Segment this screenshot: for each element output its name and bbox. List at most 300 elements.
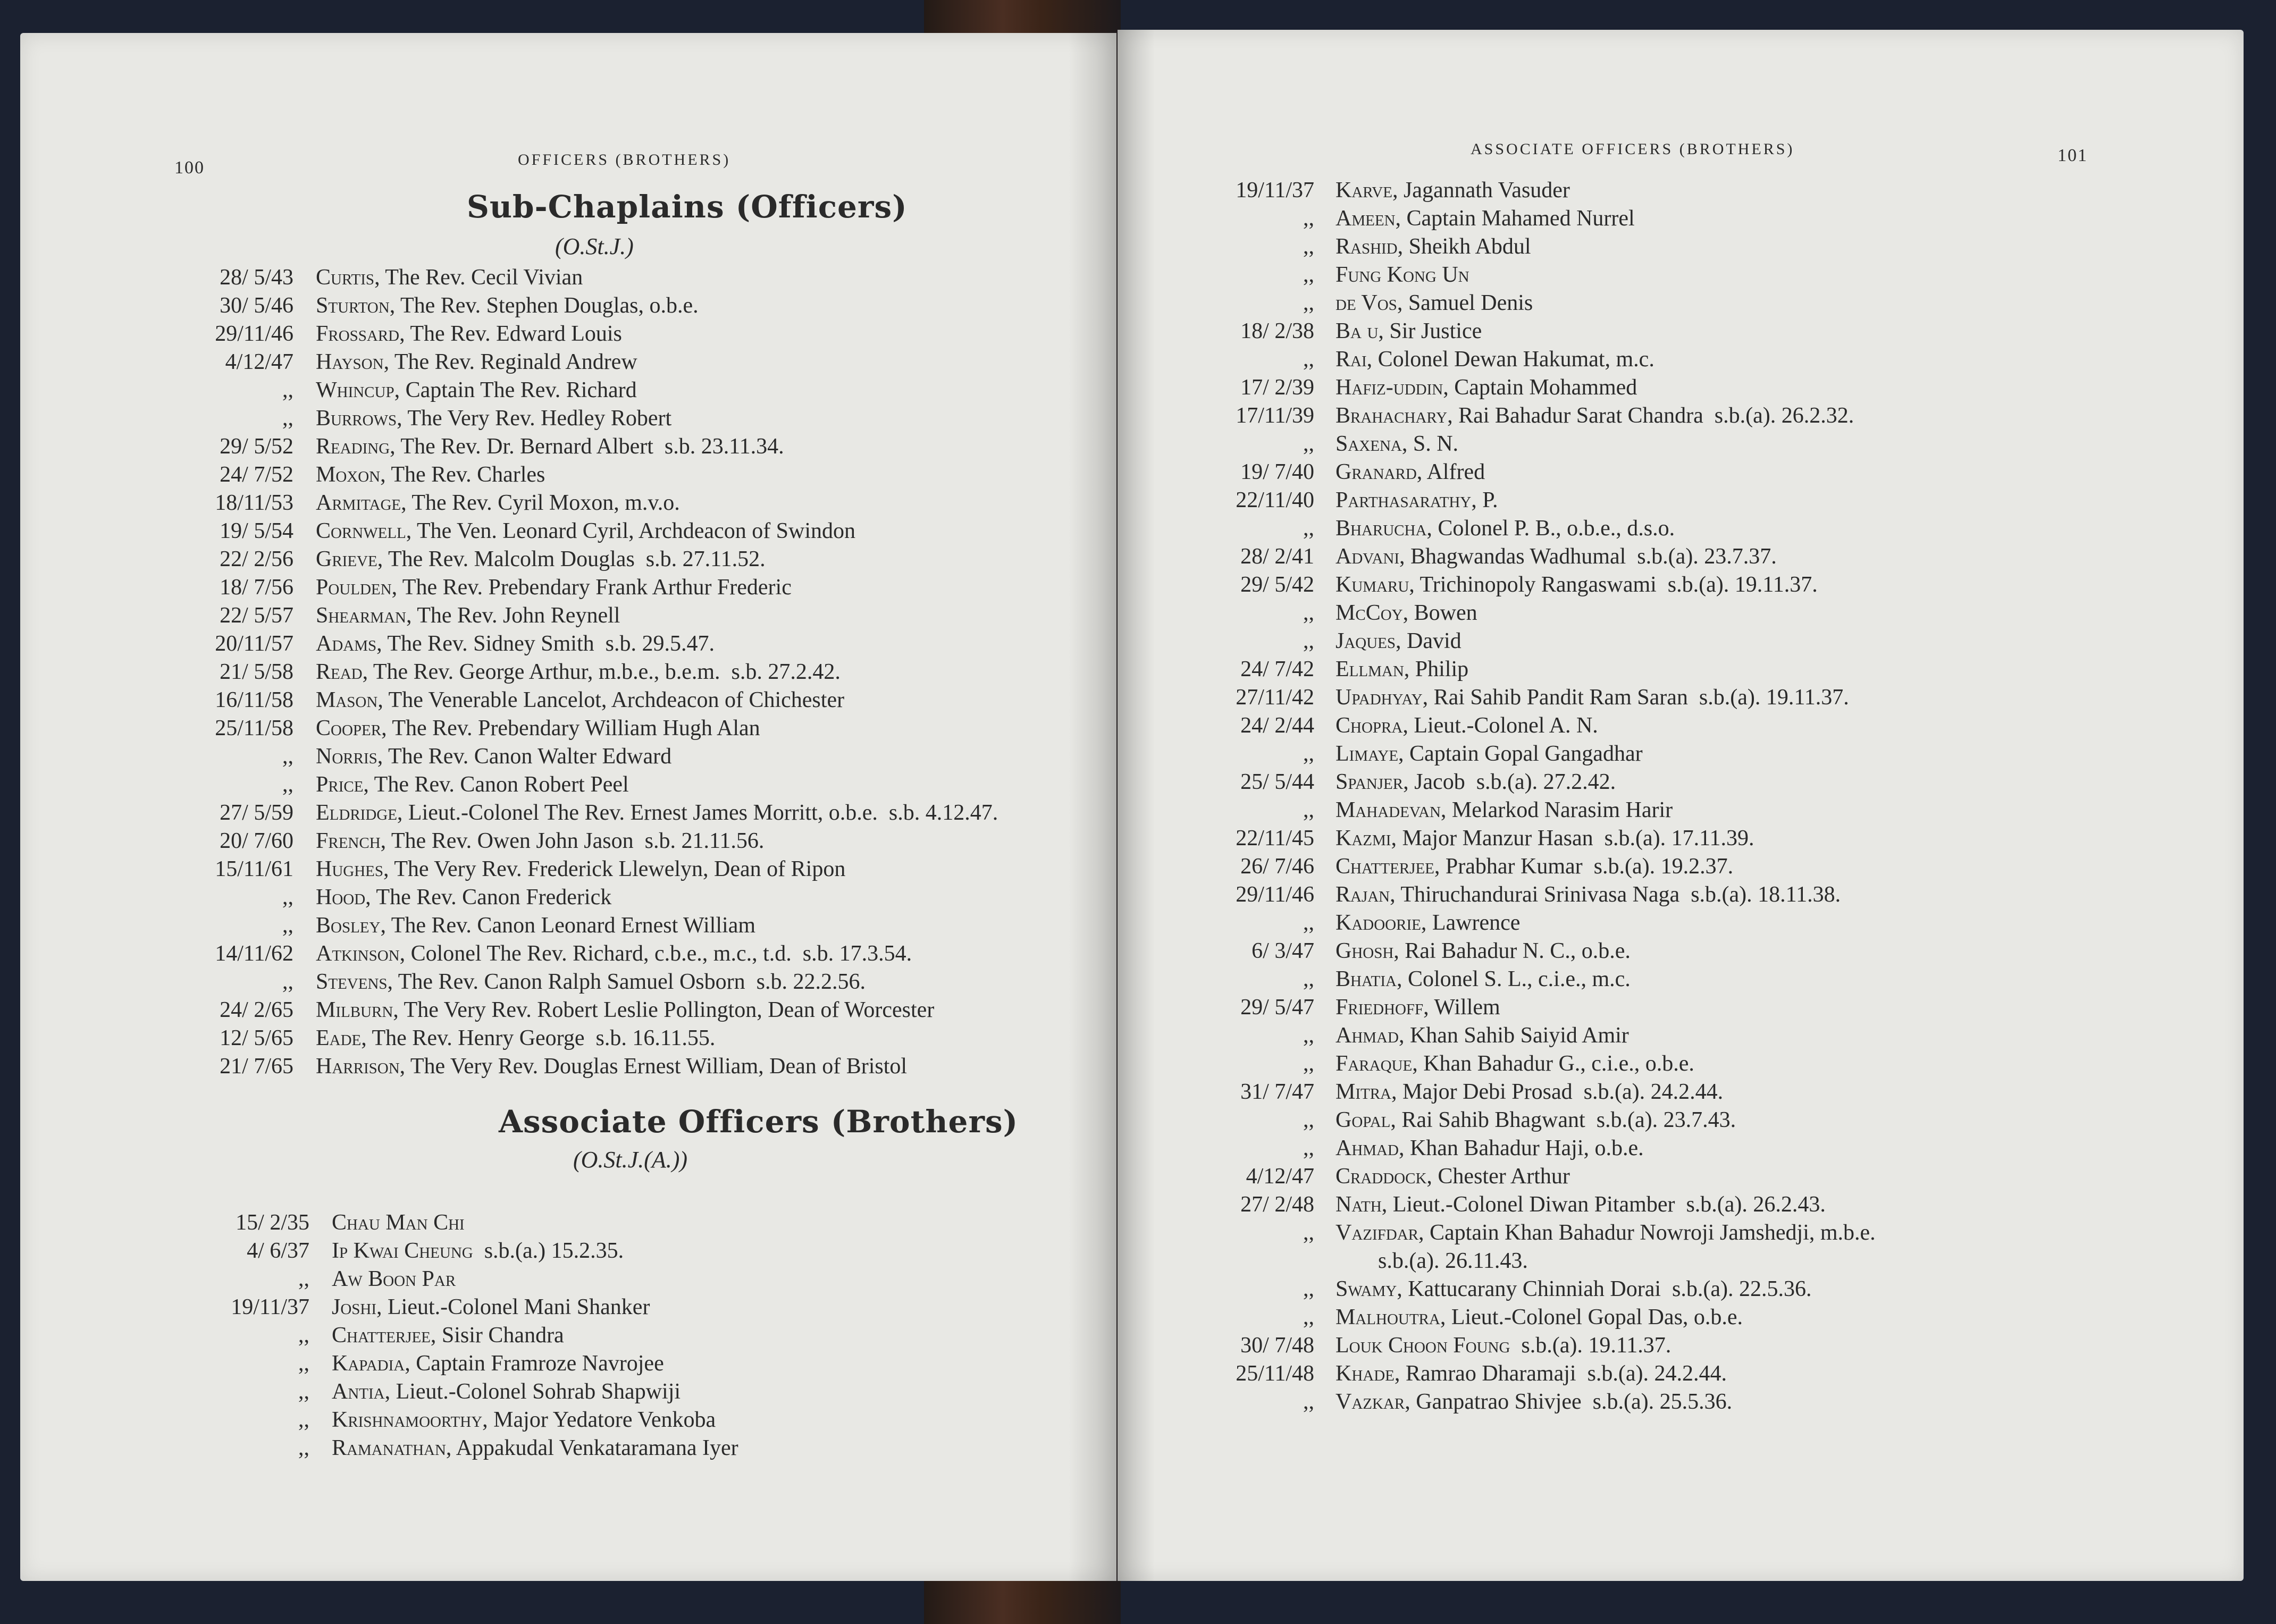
member-surname: Ip Kwai Cheung	[332, 1239, 473, 1263]
admission-date: 21/ 5/58	[220, 660, 293, 684]
member-surname: Mahadevan	[1336, 798, 1441, 822]
member-surname: Hafiz-uddin	[1336, 375, 1443, 400]
member-surname: Poulden	[316, 575, 392, 600]
admission-date: ,,	[298, 1436, 309, 1460]
member-surname: Chau Man Chi	[332, 1210, 465, 1235]
list-item	[161, 376, 1112, 405]
member-entry	[1336, 430, 1458, 458]
member-surname: Atkinson	[316, 941, 400, 966]
member-surname: Ellman	[1336, 657, 1404, 681]
list-item	[1181, 1360, 2234, 1388]
member-surname: Hayson	[316, 350, 384, 374]
admission-date: 30/ 5/46	[220, 293, 293, 318]
list-item	[1181, 1078, 2234, 1106]
member-surname: Eade	[316, 1026, 362, 1050]
list-item	[161, 771, 1112, 799]
member-entry	[1336, 824, 1754, 853]
admission-date: 28/ 2/41	[1240, 544, 1314, 569]
admission-date: 29/11/46	[1236, 882, 1314, 907]
admission-date: ,,	[282, 913, 293, 938]
member-surname: Vazifdar	[1336, 1221, 1419, 1245]
admission-date: ,,	[298, 1323, 309, 1348]
member-surname: Limaye	[1336, 742, 1399, 766]
member-details: , Lieut.-Colonel Sohrab Shapwiji	[384, 1379, 681, 1404]
admission-date: 26/ 7/46	[1240, 854, 1314, 879]
list-item	[161, 264, 1112, 292]
member-details: s.b.(a). 19.11.37.	[1510, 1333, 1672, 1358]
member-details: , The Venerable Lancelot, Archdeacon of Chichester	[377, 688, 845, 712]
member-details: , Rai Sahib Bhagwant s.b.(a). 23.7.43.	[1390, 1108, 1736, 1132]
list-item	[1181, 599, 2234, 627]
admission-date: ,,	[282, 970, 293, 994]
member-surname: Chatterjee	[332, 1323, 431, 1348]
member-surname: Bosley	[316, 913, 381, 938]
list-item	[161, 1024, 1112, 1053]
section-title-sub-chaplains: Sub-Chaplains (Officers)	[467, 189, 908, 225]
member-surname: Rashid	[1336, 234, 1398, 259]
admission-date: ,,	[1303, 1051, 1314, 1076]
member-surname: Karve	[1336, 178, 1392, 203]
member-details: , Colonel P. B., o.b.e., d.s.o.	[1426, 516, 1675, 541]
member-details: , The Very Rev. Hedley Robert	[397, 406, 672, 431]
list-item	[1181, 937, 2234, 965]
member-details: , Trichinopoly Rangaswami s.b.(a). 19.11.37.	[1409, 573, 1818, 597]
member-surname: Krishnamoorthy	[332, 1408, 483, 1432]
list-item	[1181, 317, 2234, 346]
member-entry	[1336, 486, 1498, 515]
list-item	[161, 940, 1112, 968]
member-surname: Craddock	[1336, 1164, 1427, 1189]
member-surname: Joshi	[332, 1295, 377, 1319]
admission-date: ,,	[1303, 432, 1314, 456]
member-entry	[316, 1024, 715, 1053]
member-entry	[316, 912, 755, 940]
member-details: , Captain Mahamed Nurrel	[1395, 206, 1635, 231]
member-surname: Mitra	[1336, 1080, 1392, 1104]
admission-date: 19/11/37	[231, 1295, 309, 1319]
member-entry	[1336, 205, 1635, 233]
member-entry	[332, 1406, 716, 1434]
admission-date: 27/11/42	[1236, 685, 1314, 710]
member-surname: Rajan	[1336, 882, 1390, 907]
admission-date: 30/ 7/48	[1240, 1333, 1314, 1358]
member-surname: Mason	[316, 688, 378, 712]
admission-date: ,,	[1303, 1108, 1314, 1132]
admission-date: ,,	[1303, 234, 1314, 259]
member-details: , The Very Rev. Douglas Ernest William, Dean of Bristol	[399, 1054, 908, 1079]
member-surname: Louk Choon Foung	[1336, 1333, 1510, 1358]
member-entry	[316, 658, 841, 686]
list-item	[177, 1434, 1112, 1462]
member-details: , The Rev. Malcolm Douglas s.b. 27.11.52.	[377, 547, 766, 571]
admission-date: ,,	[1303, 516, 1314, 541]
list-item	[1181, 430, 2234, 458]
list-item	[1181, 176, 2234, 205]
member-entry	[316, 405, 671, 433]
list-item	[1181, 1050, 2234, 1078]
member-details: , The Rev. John Reynell	[406, 603, 620, 628]
member-entry	[332, 1209, 465, 1237]
admission-date: ,,	[1303, 798, 1314, 822]
member-entry	[1336, 1275, 1812, 1303]
list-item	[1181, 655, 2234, 684]
member-details: , Rai Bahadur N. C., o.b.e.	[1393, 939, 1631, 963]
list-item	[1181, 740, 2234, 768]
member-details: , Willem	[1423, 995, 1500, 1020]
list-item	[161, 320, 1112, 348]
list-item	[1181, 515, 2234, 543]
member-entry	[1336, 543, 1777, 571]
admission-date: 20/ 7/60	[220, 829, 293, 853]
list-item	[177, 1406, 1112, 1434]
list-item	[177, 1322, 1112, 1350]
member-entry	[1336, 937, 1631, 965]
member-surname: Aw Boon Par	[332, 1267, 456, 1291]
member-details: , Lieut.-Colonel The Rev. Ernest James Morritt, o.b.e. s.b. 4.12.47.	[397, 801, 998, 825]
member-entry	[316, 320, 622, 348]
section-subtitle-sub-chaplains: (O.St.J.)	[555, 233, 634, 259]
member-details: , The Rev. Canon Ralph Samuel Osborn s.b. 22.2.56.	[387, 970, 866, 994]
admission-date: 29/11/46	[215, 322, 293, 346]
member-surname: Rai	[1336, 347, 1367, 372]
member-details: , Jagannath Vasuder	[1392, 178, 1570, 203]
member-surname: Burrows	[316, 406, 397, 431]
member-surname: Vazkar	[1336, 1390, 1405, 1414]
admission-date: 22/11/40	[1236, 488, 1314, 512]
list-item	[1181, 571, 2234, 599]
list-item	[161, 405, 1112, 433]
member-entry	[332, 1322, 564, 1350]
admission-date: 22/ 5/57	[220, 603, 293, 628]
member-details: , Ramrao Dharamaji s.b.(a). 24.2.44.	[1394, 1361, 1727, 1386]
list-item	[161, 630, 1112, 658]
list-item	[1181, 881, 2234, 909]
admission-date: ,,	[282, 885, 293, 910]
list-item	[1181, 965, 2234, 994]
member-details: , Sheikh Abdul	[1397, 234, 1531, 259]
member-details: , Captain Framroze Navrojee	[405, 1351, 664, 1376]
member-details: , The Rev. Cyril Moxon, m.v.o.	[401, 491, 680, 515]
member-surname: Upadhyay	[1336, 685, 1423, 710]
member-surname: Jaques	[1336, 629, 1396, 653]
member-entry	[316, 545, 766, 574]
member-details: s.b.(a.) 15.2.35.	[473, 1239, 624, 1263]
list-item	[1181, 1022, 2234, 1050]
admission-date: 18/11/53	[215, 491, 293, 515]
member-entry	[1336, 1163, 1570, 1191]
member-details: , The Rev. Edward Louis	[399, 322, 622, 346]
admission-date: ,,	[1303, 1023, 1314, 1048]
member-surname: Spanjer	[1336, 770, 1404, 794]
member-surname: Read	[316, 660, 363, 684]
member-entry	[316, 348, 637, 376]
admission-date: 29/ 5/47	[1240, 995, 1314, 1020]
list-item	[161, 968, 1112, 996]
admission-date: ,,	[1303, 1136, 1314, 1160]
member-surname: Friedhoff	[1336, 995, 1424, 1020]
member-entry	[332, 1434, 738, 1462]
member-surname: Curtis	[316, 265, 375, 290]
member-entry	[1336, 1388, 1732, 1416]
list-item	[161, 517, 1112, 545]
admission-date: ,,	[282, 378, 293, 402]
list-item	[1181, 796, 2234, 824]
member-details: , Bowen	[1402, 601, 1477, 625]
member-entry	[1336, 712, 1598, 740]
list-item	[177, 1378, 1112, 1406]
member-details: , The Rev. Prebendary William Hugh Alan	[381, 716, 760, 741]
admission-date: ,,	[1303, 601, 1314, 625]
list-item	[1181, 346, 2234, 374]
member-entry	[316, 686, 844, 714]
admission-date: ,,	[1303, 206, 1314, 231]
list-item	[161, 996, 1112, 1024]
member-entry	[332, 1265, 456, 1293]
member-surname: Stevens	[316, 970, 388, 994]
admission-date: ,,	[1303, 291, 1314, 315]
member-entry	[1336, 965, 1631, 994]
member-surname: Shearman	[316, 603, 406, 628]
member-entry	[1336, 909, 1520, 937]
admission-date: ,,	[1303, 1221, 1314, 1245]
member-details: , Alfred	[1416, 460, 1485, 484]
member-entry	[1336, 289, 1533, 317]
member-surname: Bhatia	[1336, 967, 1397, 991]
list-item	[1181, 233, 2234, 261]
member-details: , Prabhar Kumar s.b.(a). 19.2.37.	[1434, 854, 1734, 879]
member-surname: Kadoorie	[1336, 911, 1421, 935]
member-surname: Malhoutra	[1336, 1305, 1440, 1330]
member-details: , Captain The Rev. Richard	[394, 378, 637, 402]
member-entry	[316, 940, 912, 968]
member-surname: Hughes	[316, 857, 384, 881]
member-surname: Ahmad	[1336, 1023, 1399, 1048]
member-entry	[1336, 881, 1841, 909]
member-details: , The Rev. Charles	[380, 462, 545, 487]
list-item	[177, 1350, 1112, 1378]
admission-date: 22/ 2/56	[220, 547, 293, 571]
member-details: , The Rev. Henry George s.b. 16.11.55.	[361, 1026, 716, 1050]
member-surname: Chatterjee	[1336, 854, 1434, 879]
member-details: , Rai Bahadur Sarat Chandra s.b.(a). 26.2.32.	[1447, 403, 1854, 428]
member-surname: Frossard	[316, 322, 400, 346]
list-item	[161, 658, 1112, 686]
admission-date: 25/11/48	[1236, 1361, 1314, 1386]
admission-date: 27/ 5/59	[220, 801, 293, 825]
member-details: , Sir Justice	[1378, 319, 1482, 343]
list-item	[161, 799, 1112, 827]
member-entry	[316, 264, 583, 292]
member-entry	[1336, 261, 1469, 289]
member-entry	[316, 827, 764, 855]
admission-date: 12/ 5/65	[220, 1026, 293, 1050]
member-entry	[316, 574, 792, 602]
admission-date: ,,	[1303, 911, 1314, 935]
member-details: , Captain Khan Bahadur Nowroji Jamshedji, m.b.e.	[1418, 1221, 1876, 1245]
member-details: , David	[1396, 629, 1462, 653]
member-details: , Colonel S. L., c.i.e., m.c.	[1397, 967, 1631, 991]
admission-date: 4/12/47	[225, 350, 293, 374]
list-item	[177, 1209, 1112, 1237]
member-details: , Samuel Denis	[1397, 291, 1533, 315]
member-entry	[1336, 1022, 1629, 1050]
admission-date: 18/ 7/56	[220, 575, 293, 600]
member-entry	[316, 996, 934, 1024]
member-entry	[1336, 1134, 1644, 1163]
admission-date: ,,	[1303, 347, 1314, 372]
member-entry	[316, 376, 637, 405]
list-item	[161, 883, 1112, 912]
list-item	[161, 602, 1112, 630]
admission-date: 19/ 7/40	[1240, 460, 1314, 484]
list-item	[1181, 1332, 2234, 1360]
member-surname: Fung Kong Un	[1336, 263, 1469, 287]
member-details: , Thiruchandurai Srinivasa Naga s.b.(a). 18.11.38.	[1390, 882, 1841, 907]
member-entry	[316, 602, 620, 630]
list-item	[161, 827, 1112, 855]
left-page	[20, 33, 1116, 1581]
member-surname: Ameen	[1336, 206, 1396, 231]
member-entry	[1336, 317, 1482, 346]
member-surname: Whincup	[316, 378, 394, 402]
gutter-shadow	[1118, 30, 1155, 1581]
member-surname: Ghosh	[1336, 939, 1394, 963]
member-surname: Norris	[316, 744, 377, 769]
member-details: , The Rev. Canon Walter Edward	[377, 744, 672, 769]
admission-date: 18/ 2/38	[1240, 319, 1314, 343]
member-entry	[1336, 402, 1854, 430]
member-surname: Khade	[1336, 1361, 1395, 1386]
list-item	[1181, 994, 2234, 1022]
member-surname: Saxena	[1336, 432, 1402, 456]
member-surname: Kumaru	[1336, 573, 1409, 597]
list-item	[1181, 824, 2234, 853]
admission-date: 24/ 7/52	[220, 462, 293, 487]
member-entry	[316, 743, 671, 771]
list-item	[1181, 289, 2234, 317]
member-surname: Armitage	[316, 491, 401, 515]
admission-date: 28/ 5/43	[220, 265, 293, 290]
member-details: , Colonel Dewan Hakumat, m.c.	[1366, 347, 1654, 372]
list-item	[1181, 458, 2234, 486]
member-details: , The Rev. Sidney Smith s.b. 29.5.47.	[376, 632, 715, 656]
member-entry	[316, 799, 998, 827]
member-entry	[1336, 655, 1468, 684]
member-details: , Kattucarany Chinniah Dorai s.b.(a). 22.5.36.	[1397, 1277, 1812, 1301]
admission-date: 24/ 7/42	[1240, 657, 1314, 681]
member-details: , The Rev. Dr. Bernard Albert s.b. 23.11.34.	[390, 434, 784, 459]
admission-date: 29/ 5/42	[1240, 573, 1314, 597]
list-item	[1181, 486, 2234, 515]
member-entry	[1336, 1050, 1694, 1078]
member-surname: Moxon	[316, 462, 381, 487]
list-item	[161, 1053, 1112, 1081]
member-details: , The Rev. Canon Frederick	[365, 885, 612, 910]
admission-date: 15/11/61	[215, 857, 293, 881]
member-surname: Price	[316, 772, 364, 797]
member-entry	[332, 1378, 681, 1406]
list-item	[1181, 853, 2234, 881]
member-entry	[316, 461, 545, 489]
admission-date: 24/ 2/65	[220, 998, 293, 1022]
list-item	[1181, 684, 2234, 712]
admission-date: ,,	[298, 1379, 309, 1404]
member-entry	[1336, 684, 1849, 712]
member-details: , Appakudal Venkataramana Iyer	[446, 1436, 738, 1460]
list-item	[161, 461, 1112, 489]
member-entry	[332, 1350, 664, 1378]
member-details: , The Rev. Prebendary Frank Arthur Frederic	[391, 575, 792, 600]
member-entry	[316, 517, 855, 545]
member-surname: Eldridge	[316, 801, 397, 825]
member-surname: Milburn	[316, 998, 393, 1022]
admission-date: 17/11/39	[1236, 403, 1314, 428]
member-details: , Lieut.-Colonel Mani Shanker	[376, 1295, 650, 1319]
admission-date: ,,	[1303, 1305, 1314, 1330]
member-entry	[316, 855, 845, 883]
member-entry	[1336, 1332, 1671, 1360]
member-surname: Parthasarathy	[1336, 488, 1472, 512]
admission-date: 22/11/45	[1236, 826, 1314, 851]
member-details: , Jacob s.b.(a). 27.2.42.	[1403, 770, 1616, 794]
member-surname: Brahachary	[1336, 403, 1448, 428]
member-surname: Reading	[316, 434, 390, 459]
member-surname: Ramanathan	[332, 1436, 446, 1460]
member-entry	[332, 1293, 650, 1322]
member-entry	[1336, 571, 1818, 599]
member-details: , Sisir Chandra	[430, 1323, 564, 1348]
admission-date: 27/ 2/48	[1240, 1192, 1314, 1217]
list-item	[1181, 1134, 2234, 1163]
member-entry	[1336, 1191, 1826, 1219]
admission-date: ,,	[298, 1267, 309, 1291]
member-surname: Advani	[1336, 544, 1400, 569]
admission-date: ,,	[298, 1408, 309, 1432]
member-entry	[1336, 1303, 1743, 1332]
member-details: , Major Yedatore Venkoba	[482, 1408, 716, 1432]
admission-date: 19/ 5/54	[220, 519, 293, 543]
running-head: ASSOCIATE OFFICERS (BROTHERS)	[1471, 140, 1795, 158]
member-details: , The Rev. Cecil Vivian	[374, 265, 583, 290]
member-entry	[1336, 1078, 1723, 1106]
member-details: , The Rev. Reginald Andrew	[383, 350, 637, 374]
list-item	[161, 489, 1112, 517]
member-surname: Bharucha	[1336, 516, 1427, 541]
sub-chaplains-list	[161, 264, 1112, 1081]
member-details: , Khan Bahadur Haji, o.b.e.	[1398, 1136, 1644, 1160]
member-details: , The Rev. Owen John Jason s.b. 21.11.56.	[380, 829, 765, 853]
member-entry	[1336, 1106, 1736, 1134]
admission-date: 4/12/47	[1246, 1164, 1314, 1189]
member-details: , The Very Rev. Robert Leslie Pollington, Dean of Worcester	[393, 998, 935, 1022]
member-surname: Swamy	[1336, 1277, 1397, 1301]
member-entry	[1336, 627, 1462, 655]
list-item	[161, 545, 1112, 574]
member-details: , Khan Bahadur G., c.i.e., o.b.e.	[1412, 1051, 1694, 1076]
member-surname: Chopra	[1336, 713, 1403, 738]
member-details: s.b.(a). 26.11.43.	[1378, 1249, 1528, 1273]
member-surname: Faraque	[1336, 1051, 1413, 1076]
member-details: , The Very Rev. Frederick Llewelyn, Dean of Ripon	[383, 857, 846, 881]
member-details: , Ganpatrao Shivjee s.b.(a). 25.5.36.	[1405, 1390, 1733, 1414]
member-surname: McCoy	[1336, 601, 1403, 625]
member-details: , P.	[1471, 488, 1498, 512]
member-details: , Philip	[1404, 657, 1469, 681]
associate-officers-list-left	[177, 1209, 1112, 1462]
member-entry	[1336, 515, 1675, 543]
list-item	[1181, 1388, 2234, 1416]
member-entry	[316, 968, 866, 996]
